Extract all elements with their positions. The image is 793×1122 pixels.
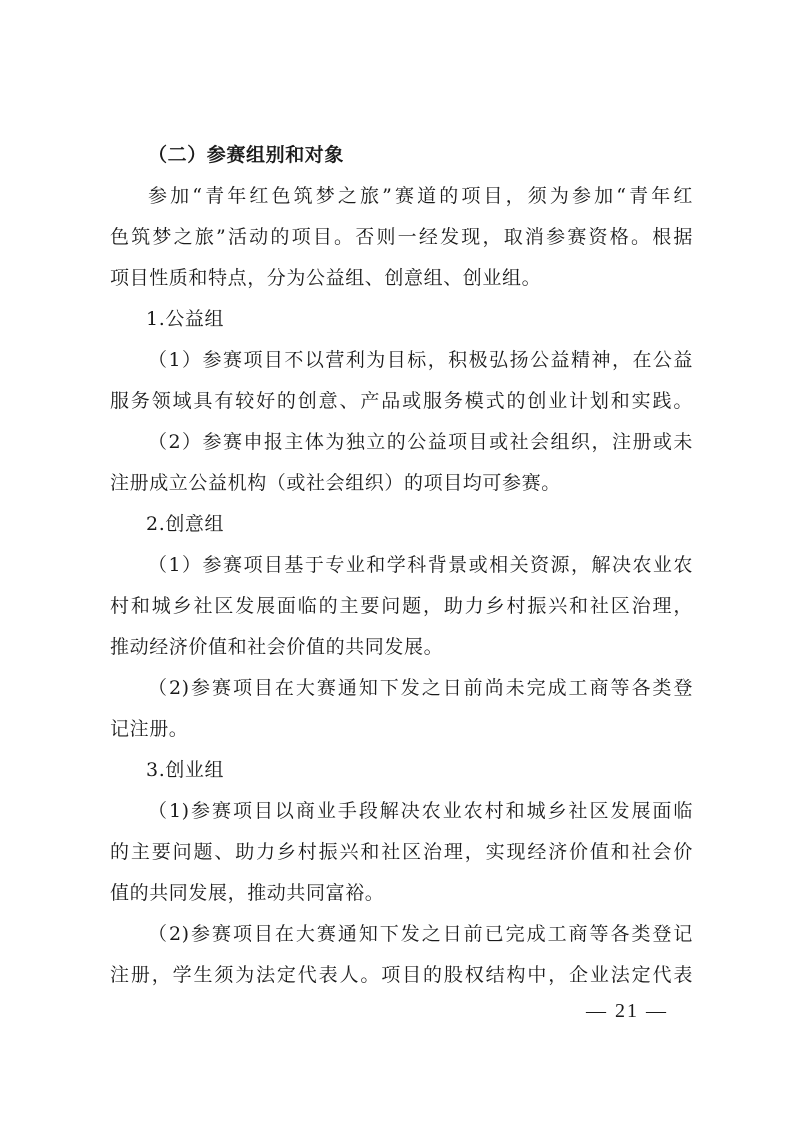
- paragraph-line: 色筑梦之旅”活动的项目。否则一经发现，取消参赛资格。根据: [110, 226, 693, 248]
- paragraph-line: （1）参赛项目不以营利为目标，积极弘扬公益精神，在公益: [148, 349, 693, 371]
- paragraph-line: （2)参赛项目在大赛通知下发之日前尚未完成工商等各类登: [148, 677, 693, 699]
- subsection-heading: 1.公益组: [146, 308, 225, 330]
- paragraph-line: 值的共同发展，推动共同富裕。: [110, 882, 385, 904]
- paragraph-line: （1)参赛项目以商业手段解决农业农村和城乡社区发展面临: [148, 800, 693, 822]
- section-heading: （二）参赛组别和对象: [148, 144, 345, 166]
- page-number: — 21 —: [586, 1000, 668, 1022]
- paragraph-line: 注册成立公益机构（或社会组织）的项目均可参赛。: [110, 472, 561, 494]
- subsection-heading: 3.创业组: [146, 759, 225, 781]
- paragraph-line: 注册，学生须为法定代表人。项目的股权结构中，企业法定代表: [110, 964, 693, 986]
- subsection-heading: 2.创意组: [146, 513, 225, 535]
- document-body: [110, 143, 693, 1004]
- paragraph-line: 参加“青年红色筑梦之旅”赛道的项目，须为参加“青年红: [148, 185, 693, 207]
- paragraph-line: 村和城乡社区发展面临的主要问题，助力乡村振兴和社区治理，: [110, 595, 693, 617]
- paragraph-line: 的主要问题、助力乡村振兴和社区治理，实现经济价值和社会价: [110, 841, 693, 863]
- paragraph-line: 记注册。: [110, 718, 189, 740]
- paragraph-line: （1）参赛项目基于专业和学科背景或相关资源，解决农业农: [148, 554, 693, 576]
- paragraph-line: 项目性质和特点，分为公益组、创意组、创业组。: [110, 267, 542, 289]
- paragraph-line: 服务领域具有较好的创意、产品或服务模式的创业计划和实践。: [110, 390, 693, 412]
- paragraph-line: 推动经济价值和社会价值的共同发展。: [110, 636, 444, 658]
- paragraph-line: （2）参赛申报主体为独立的公益项目或社会组织，注册或未: [148, 431, 693, 453]
- paragraph-line: （2)参赛项目在大赛通知下发之日前已完成工商等各类登记: [148, 923, 693, 945]
